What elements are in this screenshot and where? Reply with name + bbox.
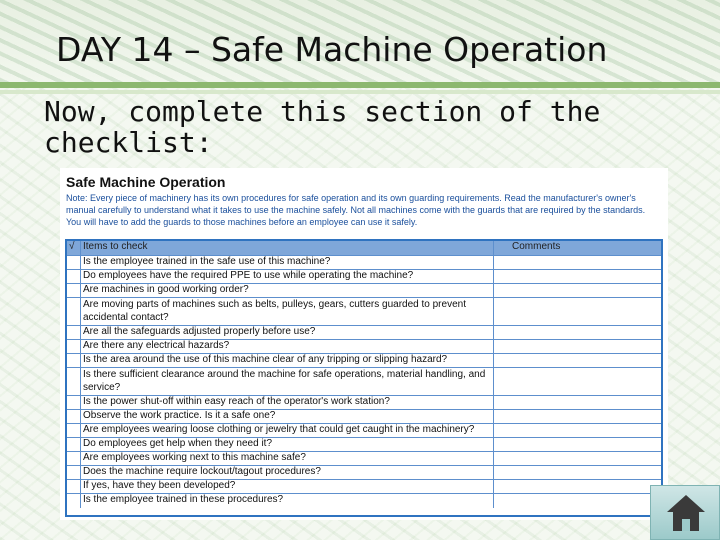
checklist-item: Is the power shut-off within easy reach of the operator's work station? [81,396,494,410]
check-cell[interactable] [67,354,81,368]
checklist-item: Are employees working next to this machine safe? [81,452,494,466]
check-cell[interactable] [67,298,81,326]
comment-cell[interactable] [494,494,661,508]
checklist-item: Are moving parts of machines such as belts, pulleys, gears, cutters guarded to prevent accidental contact? [81,298,494,326]
comment-cell[interactable] [494,284,661,298]
home-button[interactable] [650,485,720,540]
slide-title: DAY 14 – Safe Machine Operation [56,30,608,69]
checklist-document [60,168,668,520]
checklist-item: Are machines in good working order? [81,284,494,298]
header-comments: Comments [494,241,661,256]
comment-cell[interactable] [494,466,661,480]
comment-cell[interactable] [494,368,661,396]
check-cell[interactable] [67,270,81,284]
checklist-item: Do employees get help when they need it? [81,438,494,452]
comment-cell[interactable] [494,326,661,340]
comment-cell[interactable] [494,396,661,410]
home-icon [665,492,707,534]
comment-cell[interactable] [494,340,661,354]
comment-cell[interactable] [494,354,661,368]
check-cell[interactable] [67,256,81,270]
check-cell[interactable] [67,284,81,298]
checklist-item: Are employees wearing loose clothing or jewelry that could get caught in the machinery? [81,424,494,438]
slide-body-text: Now, complete this section of the checklist: [44,95,601,159]
comment-cell[interactable] [494,270,661,284]
check-cell[interactable] [67,466,81,480]
check-cell[interactable] [67,368,81,396]
checklist-item: Is the employee trained in these procedures? [81,494,494,508]
check-cell[interactable] [67,410,81,424]
checklist-table [65,239,663,517]
checklist-item: Is the area around the use of this machine clear of any tripping or slipping hazard? [81,354,494,368]
checklist-item: Are all the safeguards adjusted properly before use? [81,326,494,340]
comment-cell[interactable] [494,256,661,270]
checklist-item: Observe the work practice. Is it a safe one? [81,410,494,424]
comment-cell[interactable] [494,298,661,326]
comment-cell[interactable] [494,410,661,424]
header-check: √ [67,241,81,256]
checklist-item: If yes, have they been developed? [81,480,494,494]
check-cell[interactable] [67,340,81,354]
comment-cell[interactable] [494,480,661,494]
check-cell[interactable] [67,438,81,452]
checklist-item: Are there any electrical hazards? [81,340,494,354]
checklist-item: Do employees have the required PPE to use while operating the machine? [81,270,494,284]
check-cell[interactable] [67,326,81,340]
check-cell[interactable] [67,396,81,410]
checklist-item: Is there sufficient clearance around the machine for safe operations, material handling, and service? [81,368,494,396]
checklist-note: Note: Every piece of machinery has its own procedures for safe operation and its own guarding requirements. Read the manufacturer's owner's manual carefully to understand what it takes to use the machine safely. Not all machines come with the guards that are required by the standards. You will have to add the guards to those machines before an employee can use it safely. [66,193,646,227]
title-band [0,0,720,88]
check-cell[interactable] [67,452,81,466]
comment-cell[interactable] [494,452,661,466]
check-cell[interactable] [67,480,81,494]
checklist-item: Is the employee trained in the safe use of this machine? [81,256,494,270]
checklist-item: Does the machine require lockout/tagout procedures? [81,466,494,480]
check-cell[interactable] [67,494,81,508]
header-items: Items to check [81,241,494,256]
comment-cell[interactable] [494,424,661,438]
comment-cell[interactable] [494,438,661,452]
checklist-heading: Safe Machine Operation [66,174,226,190]
check-cell[interactable] [67,424,81,438]
